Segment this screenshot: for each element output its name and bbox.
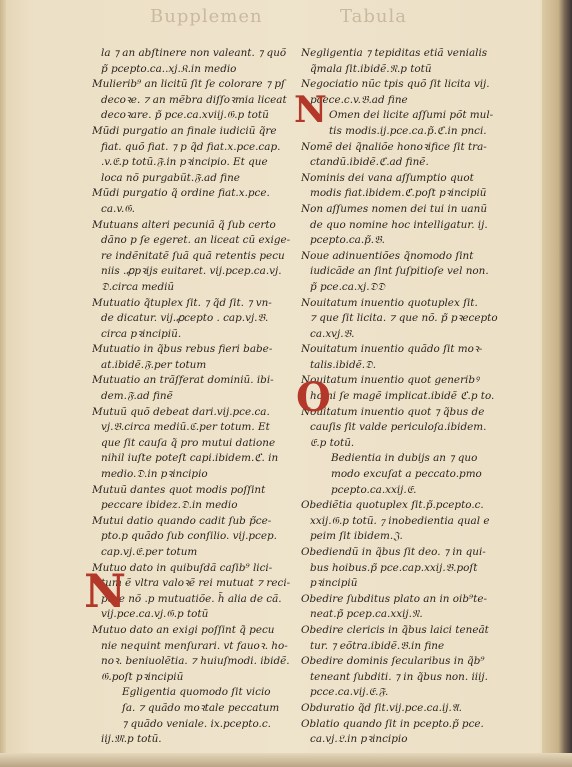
index-entry-line: Nomẽ dei q̃naliõe honoꝛifice ſit tra- <box>301 140 487 153</box>
index-entry-line: circa pꝛincipiũ. <box>101 327 182 340</box>
index-entry-line: Egligentia quomodo ſit vicio <box>122 686 271 699</box>
index-entry-line: pcepto.ca.xxij.𝔈. <box>331 483 417 496</box>
index-entry-line: cap.vj.𝔈.per totum <box>101 546 198 558</box>
index-entry-line: Obduratio q̃d ſit.vij.pce.ca.ij.𝔄. <box>301 701 462 714</box>
index-entry-line: fiat. quõ fiat. ⁊ p q̃d fiat.x.pce.cap. <box>101 140 281 153</box>
index-entry-line: vij.pce.ca.vj.𝔊.p totũ <box>101 608 209 621</box>
index-entry-line: Nouitatum inuentio quotuplex ſit. <box>301 296 478 309</box>
index-entry-line: tis modis.ij.pce.ca.p̃.ℭ.in pnci. <box>329 124 487 137</box>
index-entry-line: Mutuo dato in quibuſdã caſib⁹ lici- <box>92 561 273 574</box>
index-entry-line: Oblatio quando ſit in pcepto.p̃ pce. <box>301 717 484 730</box>
index-entry-line: 𝔇.circa mediũ <box>101 280 175 293</box>
index-entry-line: Nouitatum inuentio quot ⁊ q̃bus de <box>301 405 485 418</box>
index-entry-line: xxij.𝔊.p totũ. ⁊ inobedientia qual e <box>310 514 490 527</box>
index-entry-line: re indẽnitatẽ ſuã quã retentis pecu <box>101 249 285 262</box>
index-entry-line: q̃mala ſit.ibidẽ.𝔑.p totũ <box>310 62 432 75</box>
index-entry-line: loca nõ purgabũt.𝔉.ad fine <box>101 171 240 184</box>
index-entry-line: modis fiat.ibidem.ℭ.poſt pꝛincipiũ <box>310 187 487 200</box>
index-entry-line: Bedientia in dubijs an ⁊ quo <box>331 452 478 465</box>
index-entry-line: Negligentia ⁊ tepiditas etiã venialis <box>301 47 488 59</box>
index-entry-line: decoꝛare. p̃ pce.ca.xviij.𝔊.p totũ <box>101 109 269 122</box>
index-entry-line: Omen dei licite aſſumi põt mul- <box>329 109 494 122</box>
index-entry-line: Obediẽtia quotuplex ſit.p̃.pcepto.c. <box>301 499 484 512</box>
index-entry-line: .v.𝔈.p totũ.𝔉.in pꝛincipio. Et que <box>101 156 268 169</box>
page-edge-bottom <box>0 753 572 767</box>
rubricated-initial-o-obedientia: O <box>296 374 331 421</box>
index-entry-line: Mutuatio q̃tuplex ſit. ⁊ q̃d ſit. ⁊ vn- <box>92 296 272 309</box>
index-entry-line: Nouitatum inuentio quãdo ſit moꝛ- <box>301 343 483 356</box>
rubricated-initial-n-nomen: N <box>294 89 327 131</box>
index-entry-line: iudicãde an ſint ſuſpitioſe vel non. <box>310 265 489 278</box>
header-right-text: Tabula <box>340 6 407 27</box>
index-entry-line: peccare ibidez.𝔇.in medio <box>101 499 238 512</box>
index-entry-line: decoꝛe. ⁊ an mẽbra diſſoꝛmia liceat <box>101 93 287 106</box>
index-entry-line: Mũdi purgatio q̃ ordine fiat.x.pce. <box>92 187 270 200</box>
index-entry-line: 𝔈.p totũ. <box>310 436 355 449</box>
index-entry-line: vj.𝔅.circa mediũ.ℭ.per totum. Et <box>101 421 270 434</box>
index-entry-line: ſa. ⁊ quãdo moꝛtale peccatum <box>122 701 280 714</box>
index-entry-line: Mutui datio quando cadit ſub p̃ce- <box>92 514 272 527</box>
index-entry-line: modo excuſat a peccato.pmo <box>331 468 482 481</box>
header-left-text: Bupplemen <box>150 6 263 27</box>
index-entry-line: Obediendũ in q̃bus ſit deo. ⁊ in qui- <box>301 546 486 558</box>
index-entry-line: ca.vj.𝔏.in pꝛincipio <box>310 733 408 746</box>
index-entry-line: medio.𝔇.in pꝛincipio <box>101 468 208 481</box>
index-entry-line: Obedire ſubditus plato an in oib⁹te- <box>301 592 488 605</box>
index-entry-line: Obedire dominis ſecularibus in q̃b⁹ <box>301 655 485 668</box>
index-entry-line: homi ſe magẽ implicat.ibidẽ ℭ.p to. <box>310 390 495 403</box>
index-entry-line: dem.𝔉.ad finẽ <box>101 390 173 403</box>
index-entry-line: que ſit cauſa q̃ pro mutui datione <box>101 436 276 449</box>
index-entry-line: bus hoibus.p̃ pce.cap.xxij.𝔅.poſt <box>310 561 478 574</box>
index-entry-line: nihil iuſte poteſt capi.ibidem.ℭ. in <box>101 452 279 465</box>
index-entry-line: pcepto.ca.p̃.𝔅. <box>310 234 385 247</box>
index-entry-line: nie nequint menſurari. vt fauoꝛ. ho- <box>101 639 288 652</box>
index-column-right <box>301 46 501 748</box>
index-entry-line: Mũdi purgatio an finale iudiciũ q̃re <box>92 124 277 137</box>
index-entry-line: ca.xvj.𝔅. <box>310 327 355 340</box>
index-entry-line: ⁊ que ſit licita. ⁊ que nõ. p̃ pꝛecepto <box>310 312 498 325</box>
index-entry-line: Noue adinuentiões q̃nomodo ſint <box>301 249 474 262</box>
index-entry-line: de dicatur. vij.ꝓcepto . cap.vj.𝔅. <box>101 312 269 325</box>
index-entry-line: Mutuatio an trãſferat dominiũ. ibi- <box>92 374 274 387</box>
index-entry-line: neat.p̃ pcep.ca.xxij.𝔑. <box>310 608 423 621</box>
index-entry-line: p̃ pcepto.ca..xj.𝔎.in medio <box>101 62 237 75</box>
index-entry-line: pcece.c.v.𝔅.ad fine <box>310 93 408 106</box>
index-entry-line: iij.𝔐.p totũ. <box>101 733 162 746</box>
index-entry-line: pere nõ .p mutuatiõe. h̃ alia de cã. <box>101 592 282 605</box>
rubricated-initial-n-negligentia: N <box>84 564 127 618</box>
index-entry-line: 𝔊.poſt pꝛincipiũ <box>101 670 184 683</box>
index-entry-line: at.ibidẽ.𝔉.per totum <box>101 358 207 371</box>
index-entry-line: la ⁊ an abſtinere non valeant. ⁊ quõ <box>101 47 287 59</box>
index-entry-line: Mutuans alteri pecuniã q̃ ſub certo <box>92 218 276 231</box>
index-entry-line: Mulierib⁹ an licitũ ſit ſe colorare ⁊ pſ <box>92 78 285 91</box>
page-edge-right <box>542 0 572 767</box>
index-entry-line: Non aſſumes nomen dei tui in uanũ <box>301 202 488 215</box>
index-entry-line: ctandũ.ibidẽ.ℭ.ad finẽ. <box>310 156 429 169</box>
index-entry-line: tur. ⁊ eõtra.ibidẽ.𝔅.in fine <box>310 639 445 652</box>
index-entry-line: tum ẽ vltra valoꝛẽ rei mutuat ⁊ reci- <box>101 577 291 590</box>
index-entry-line: niis .ꝓpꝛijs euitaret. vij.pcep.ca.vj. <box>101 265 282 278</box>
index-entry-line: talis.ibidẽ.𝔇. <box>310 358 377 371</box>
index-entry-line: ca.v.𝔊. <box>101 202 135 215</box>
running-header-bleedthrough <box>90 2 490 30</box>
index-entry-line: ⁊ quãdo veniale. ix.pcepto.c. <box>122 717 271 730</box>
index-entry-line: Mutuũ dantes quot modis poſſint <box>92 483 266 496</box>
index-entry-line: de quo nomine hoc intelligatur. ij. <box>310 218 488 231</box>
index-entry-line: Obedire clericis in q̃bus laici teneãt <box>301 623 489 636</box>
index-entry-line: Nouitatum inuentio quot generibꝰ <box>301 374 479 387</box>
index-entry-line: pto.p quãdo ſub conſilio. vij.pcep. <box>101 530 277 543</box>
index-entry-line: Mutuũ quõ debeat dari.vij.pce.ca. <box>92 405 270 418</box>
index-column-left <box>92 46 297 748</box>
index-entry-line: teneant ſubditi. ⁊ in q̃bus non. iiij. <box>310 670 488 683</box>
index-entry-line: cauſis ſit valde periculoſa.ibidem. <box>310 421 487 434</box>
index-entry-line: dãno p ſe egeret. an liceat cũ exige- <box>101 234 291 247</box>
index-entry-line: peim ſit ibidem.𝔍. <box>310 530 403 543</box>
index-entry-line: Negociatio nũc tpis quõ ſit licita vij. <box>301 78 490 91</box>
index-entry-line: pcce.ca.vij.𝔈.𝔉. <box>310 686 389 699</box>
index-entry-line: Nominis dei vana aſſumptio quot <box>301 171 474 184</box>
index-entry-line: pꝛincipiũ <box>310 577 358 590</box>
index-entry-line: noꝛ. beniuolẽtia. ⁊ huiuſmodi. ibidẽ. <box>101 655 290 668</box>
index-entry-line: p̃ pce.ca.xj.𝔇𝔇 <box>310 280 385 293</box>
index-entry-line: Mutuo dato an exigi poſſint q̃ pecu <box>92 623 275 636</box>
index-entry-line: Mutuatio in q̃bus rebus fieri babe- <box>92 343 273 356</box>
page-gutter <box>0 0 6 767</box>
